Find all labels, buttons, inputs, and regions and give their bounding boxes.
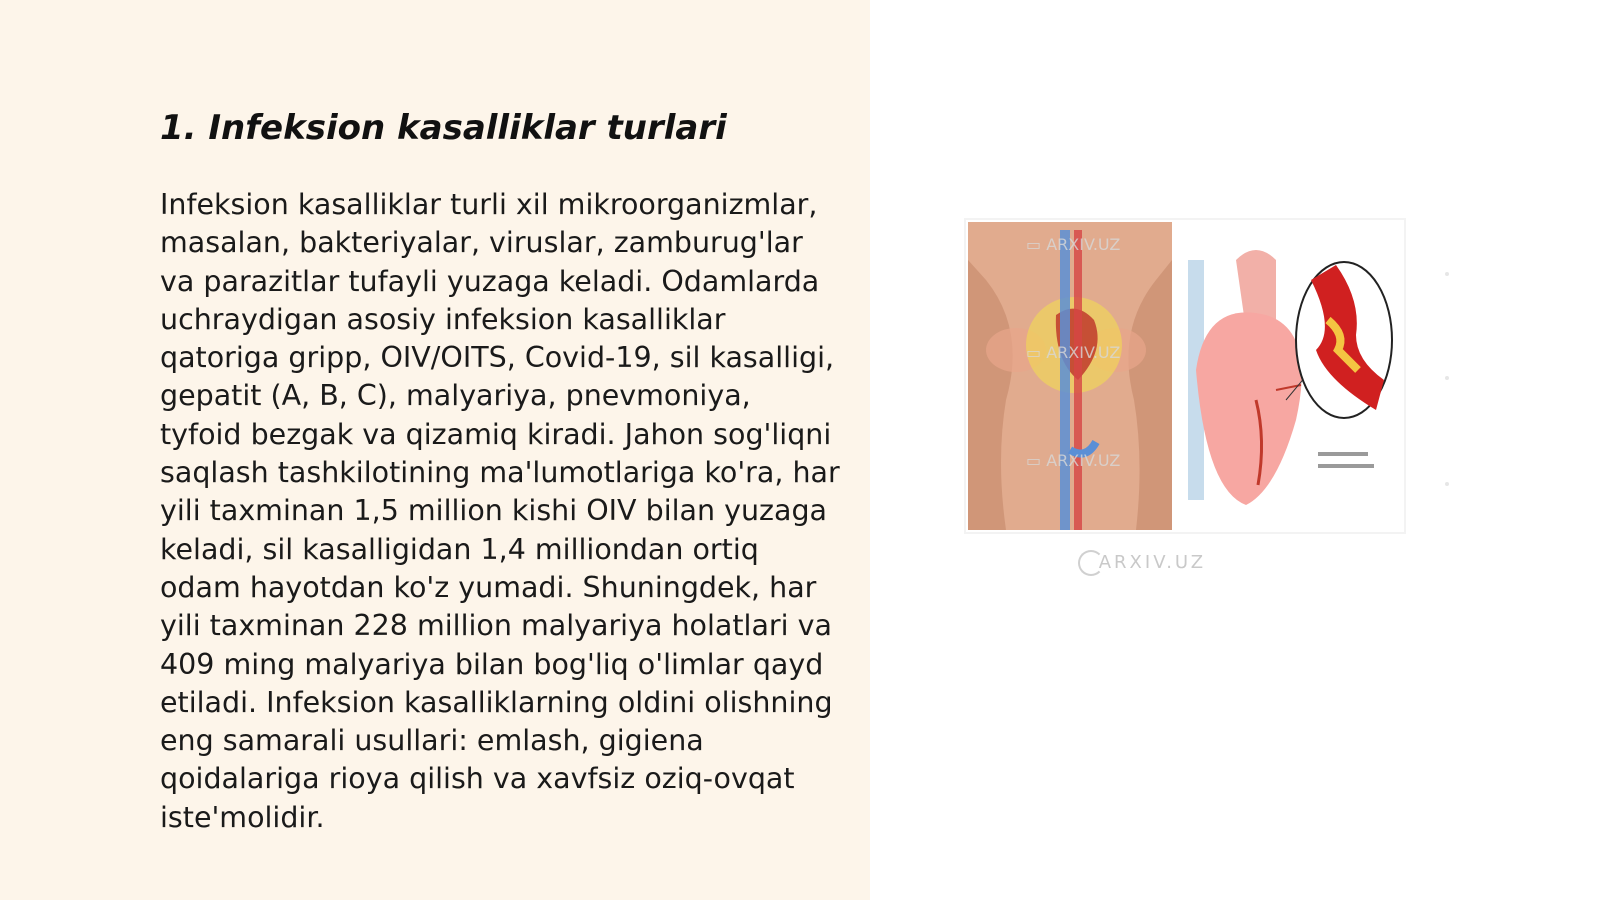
decor-dot <box>1445 272 1449 276</box>
heart-artery-illustration <box>966 220 1404 532</box>
arxiv-watermark-text: ARXIV.UZ <box>1098 552 1207 573</box>
slide-body-text: Infeksion kasalliklar turli xil mikroorganizmlar, masalan, bakteriyalar, viruslar, zamburug'lar va parazitlar tufayli yuzaga keladi. Odamlarda uchraydigan asosiy infeksion kasalliklar qatoriga gripp, OIV/OITS, Covid-19, sil kasalligi, gepatit (A, B, C), malyariya, pnevmoniya, tyfoid bezgak va qizamiq kiradi. Jahon sog'liqni saqlash tashkilotining ma'lumotlariga ko'ra, har yili taxminan 1,5 million kishi OIV bilan yuzaga keladi, sil kasalligidan 1,4 milliondan ortiq odam hayotdan ko'z yumadi. Shuningdek, har yili taxminan 228 million malyariya holatlari va 409 ming malyariya bilan bog'liq o'limlar qayd etiladi. Infeksion kasalliklarning oldini olishning eng samarali usullari: emlash, gigiena qoidalariga rioya qilish va xavfsiz oziq-ovqat iste'molidir. <box>160 188 840 834</box>
vein-line <box>1060 230 1070 530</box>
decor-dot <box>1445 482 1449 486</box>
decor-dot <box>1445 376 1449 380</box>
watermark-2: ▭ ARXIV.UZ <box>1026 343 1121 362</box>
watermark-3: ▭ ARXIV.UZ <box>1026 451 1121 470</box>
arxiv-watermark <box>1078 550 1206 576</box>
slide-title: 1. Infeksion kasalliklar turlari <box>160 108 727 148</box>
watermark-1: ▭ ARXIV.UZ <box>1026 235 1121 254</box>
artery-line <box>1074 230 1082 530</box>
illustration-svg <box>966 220 1404 532</box>
